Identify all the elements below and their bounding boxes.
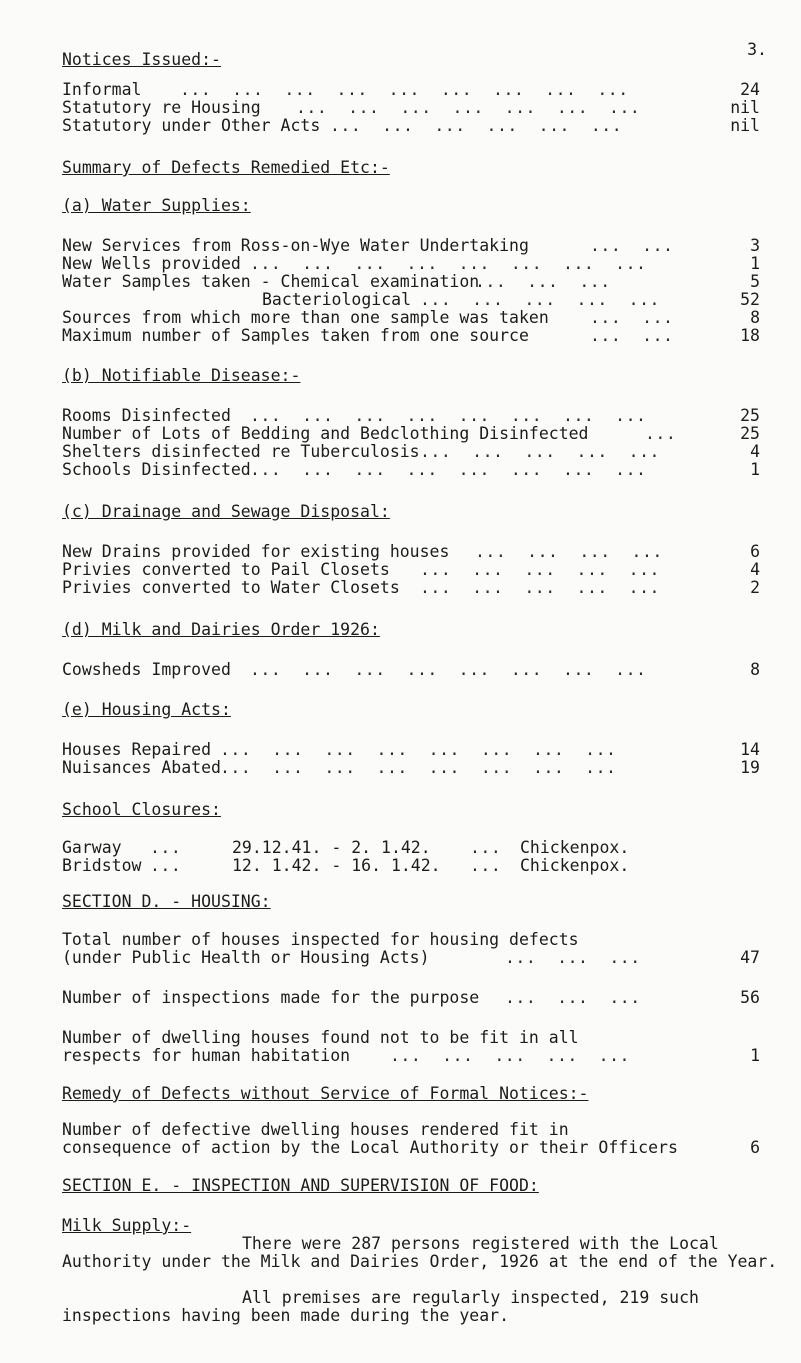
- closure-reason: Chickenpox.: [520, 856, 630, 875]
- remedy-value: 6: [750, 1138, 760, 1157]
- notifiable-row-value: 25: [740, 424, 760, 443]
- water-heading: (a) Water Supplies:: [62, 196, 251, 215]
- drainage-row-label: Privies converted to Water Closets: [62, 578, 400, 597]
- housing-acts-row-label: Nuisances Abated: [62, 758, 221, 777]
- water-row-label: New Wells provided: [62, 254, 241, 273]
- notice-row-label: Statutory under Other Acts: [62, 116, 321, 135]
- drainage-heading: (c) Drainage and Sewage Disposal:: [62, 502, 390, 521]
- remedy-label-2: consequence of action by the Local Authority or their Officers: [62, 1138, 678, 1157]
- leader-dots: ...: [150, 838, 182, 857]
- leader-dots: ... ... ... ...: [475, 542, 663, 561]
- water-row-value: 5: [750, 272, 760, 291]
- total-houses-label-2: (under Public Health or Housing Acts): [62, 948, 430, 967]
- leader-dots: ... ... ... ... ... ... ... ...: [250, 254, 647, 273]
- notice-row-label: Statutory re Housing: [62, 98, 261, 117]
- remedy-label: Number of defective dwelling houses rendered fit in: [62, 1120, 569, 1139]
- water-row-value: 52: [740, 290, 760, 309]
- closure-dates: 12. 1.42. - 16. 1.42.: [232, 856, 441, 875]
- notifiable-row-label: Shelters disinfected re Tuberculosis: [62, 442, 420, 461]
- milk-dairies-row-value: 8: [750, 660, 760, 679]
- housing-acts-row-value: 14: [740, 740, 760, 759]
- notice-row-label: Informal: [62, 80, 142, 99]
- closure-school: Garway: [62, 838, 122, 857]
- remedy-heading: Remedy of Defects without Service of Formal Notices:-: [62, 1084, 589, 1103]
- page-number: 3.: [747, 40, 767, 59]
- housing-acts-heading: (e) Housing Acts:: [62, 700, 231, 719]
- leader-dots: ... ... ... ... ... ... ...: [296, 98, 641, 117]
- water-row-label: Water Samples taken - Chemical examination: [62, 272, 480, 291]
- leader-dots: ... ...: [590, 326, 674, 345]
- leader-dots: ... ... ...: [505, 988, 641, 1007]
- notifiable-heading: (b) Notifiable Disease:-: [62, 366, 301, 385]
- section-e-heading: SECTION E. - INSPECTION AND SUPERVISION OF FOOD:: [62, 1176, 539, 1195]
- leader-dots: ... ...: [590, 308, 674, 327]
- notifiable-row-value: 25: [740, 406, 760, 425]
- leader-dots: ... ... ... ... ...: [420, 442, 660, 461]
- leader-dots: ... ...: [590, 236, 674, 255]
- milk-supply-heading: Milk Supply:-: [62, 1216, 192, 1235]
- unfit-houses-value: 1: [750, 1046, 760, 1065]
- milk-paragraph-1: There were 287 persons registered with the Local: [242, 1234, 719, 1253]
- notifiable-row-value: 1: [750, 460, 760, 479]
- closure-dates: 29.12.41. - 2. 1.42.: [232, 838, 431, 857]
- notifiable-row-label: Number of Lots of Bedding and Bedclothing Disinfected: [62, 424, 589, 443]
- total-houses-label: Total number of houses inspected for housing defects: [62, 930, 579, 949]
- notice-row-value: nil: [730, 98, 760, 117]
- water-row-label: Maximum number of Samples taken from one source: [62, 326, 529, 345]
- leader-dots: ... ... ...: [475, 272, 611, 291]
- leader-dots: ... ... ...: [505, 948, 641, 967]
- leader-dots: ...: [470, 856, 502, 875]
- leader-dots: ...: [470, 838, 502, 857]
- milk-dairies-row-label: Cowsheds Improved: [62, 660, 231, 679]
- notice-row-value: nil: [730, 116, 760, 135]
- notifiable-row-label: Rooms Disinfected: [62, 406, 231, 425]
- notices-heading: Notices Issued:-: [62, 50, 221, 69]
- water-row-value: 3: [750, 236, 760, 255]
- drainage-row-label: Privies converted to Pail Closets: [62, 560, 390, 579]
- housing-acts-row-label: Houses Repaired: [62, 740, 212, 759]
- leader-dots: ... ... ... ... ...: [390, 1046, 630, 1065]
- inspections-label: Number of inspections made for the purpose: [62, 988, 480, 1007]
- inspections-value: 56: [740, 988, 760, 1007]
- milk-dairies-heading: (d) Milk and Dairies Order 1926:: [62, 620, 380, 639]
- leader-dots: ... ... ... ... ...: [420, 560, 660, 579]
- leader-dots: ...: [150, 856, 182, 875]
- notifiable-row-value: 4: [750, 442, 760, 461]
- milk-paragraph-2b: inspections having been made during the year.: [62, 1306, 510, 1325]
- drainage-row-value: 2: [750, 578, 760, 597]
- summary-heading: Summary of Defects Remedied Etc:-: [62, 158, 390, 177]
- water-row-value: 1: [750, 254, 760, 273]
- drainage-row-value: 4: [750, 560, 760, 579]
- leader-dots: ... ... ... ... ... ... ... ...: [250, 460, 647, 479]
- leader-dots: ... ... ... ... ...: [420, 578, 660, 597]
- leader-dots: ... ... ... ... ... ...: [330, 116, 623, 135]
- unfit-houses-label-2: respects for human habitation: [62, 1046, 351, 1065]
- leader-dots: ... ... ... ... ...: [420, 290, 660, 309]
- water-row-label: Sources from which more than one sample was taken: [62, 308, 549, 327]
- unfit-houses-label: Number of dwelling houses found not to be fit in all: [62, 1028, 579, 1047]
- closure-reason: Chickenpox.: [520, 838, 630, 857]
- section-d-heading: SECTION D. - HOUSING:: [62, 892, 271, 911]
- leader-dots: ... ... ... ... ... ... ... ...: [220, 758, 617, 777]
- leader-dots: ... ... ... ... ... ... ... ...: [250, 660, 647, 679]
- notifiable-row-label: Schools Disinfected: [62, 460, 251, 479]
- drainage-row-value: 6: [750, 542, 760, 561]
- water-row-label: New Services from Ross-on-Wye Water Undertaking: [62, 236, 529, 255]
- total-houses-value: 47: [740, 948, 760, 967]
- leader-dots: ... ... ... ... ... ... ... ... ...: [180, 80, 629, 99]
- notice-row-value: 24: [740, 80, 760, 99]
- water-row-value: 18: [740, 326, 760, 345]
- leader-dots: ... ... ... ... ... ... ... ...: [250, 406, 647, 425]
- housing-acts-row-value: 19: [740, 758, 760, 777]
- water-row-label: Bacteriological: [262, 290, 412, 309]
- leader-dots: ... ... ... ... ... ... ... ...: [220, 740, 617, 759]
- drainage-row-label: New Drains provided for existing houses: [62, 542, 450, 561]
- water-row-value: 8: [750, 308, 760, 327]
- closure-school: Bridstow: [62, 856, 142, 875]
- school-closures-heading: School Closures:: [62, 800, 221, 819]
- leader-dots: ...: [645, 424, 677, 443]
- milk-paragraph-2: All premises are regularly inspected, 219 such: [242, 1288, 699, 1307]
- milk-paragraph-1b: Authority under the Milk and Dairies Order, 1926 at the end of the Year.: [62, 1252, 778, 1271]
